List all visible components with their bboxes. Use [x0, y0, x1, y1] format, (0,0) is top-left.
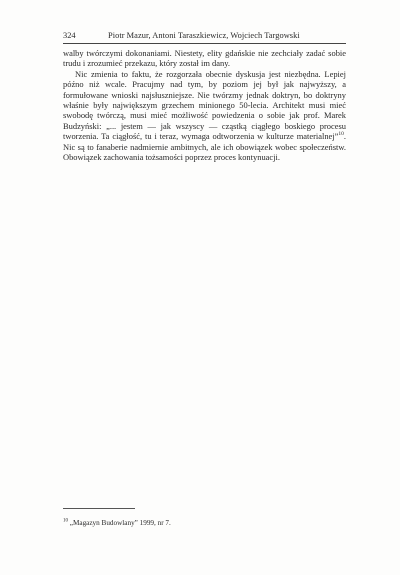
body-text	[63, 48, 346, 162]
running-header	[63, 30, 346, 42]
page-number: 324	[63, 31, 76, 40]
paragraph-2-text: Nic zmienia to faktu, że rozgorzała obecnie dyskusja jest niezbędna. Lepiej późno niż wcale. Pracujmy nad tym, by poziom jej był jak najwyższy, a formułowane wnioski najsłuszniejsze. Nie twórzmy jednak doktryn, bo doktryny właśnie były największym grzechem minionego 50-lecia. Architekt musi mieć swobodę twórczą, musi mieć możliwość powiedzenia o sobie jak prof. Marek Budzyński: „... jestem — jak wszyscy — cząstką ciągłego boskiego procesu tworzenia. Ta ciągłość, tu i teraz, wymaga odtworzenia w kulturze materialnej”	[63, 68, 346, 142]
footnote-reference: 10	[338, 131, 344, 138]
footnote-text: „Magazyn Budowlany” 1999, nr 7.	[68, 519, 171, 527]
footnote-number: 10	[63, 518, 68, 524]
paragraph-2	[63, 69, 346, 163]
paragraph-1: walby twórczymi dokonaniami. Niestety, elity gdańskie nie zechciały zadać sobie trudu i zrozumieć przekazu, który został im dany.	[63, 48, 346, 69]
footnote-rule	[63, 508, 135, 509]
running-header-authors: Piotr Mazur, Antoni Taraszkiewicz, Wojciech Targowski	[108, 31, 300, 40]
footnote	[63, 518, 346, 528]
header-rule	[63, 43, 346, 44]
paragraph-2-tail: . Nic są to fanaberie nadmiernie ambitnych, ale ich obowiązek wobec społeczeństw. Obowiązek zachowania tożsamości poprzez proces kontynuacji.	[63, 131, 346, 163]
